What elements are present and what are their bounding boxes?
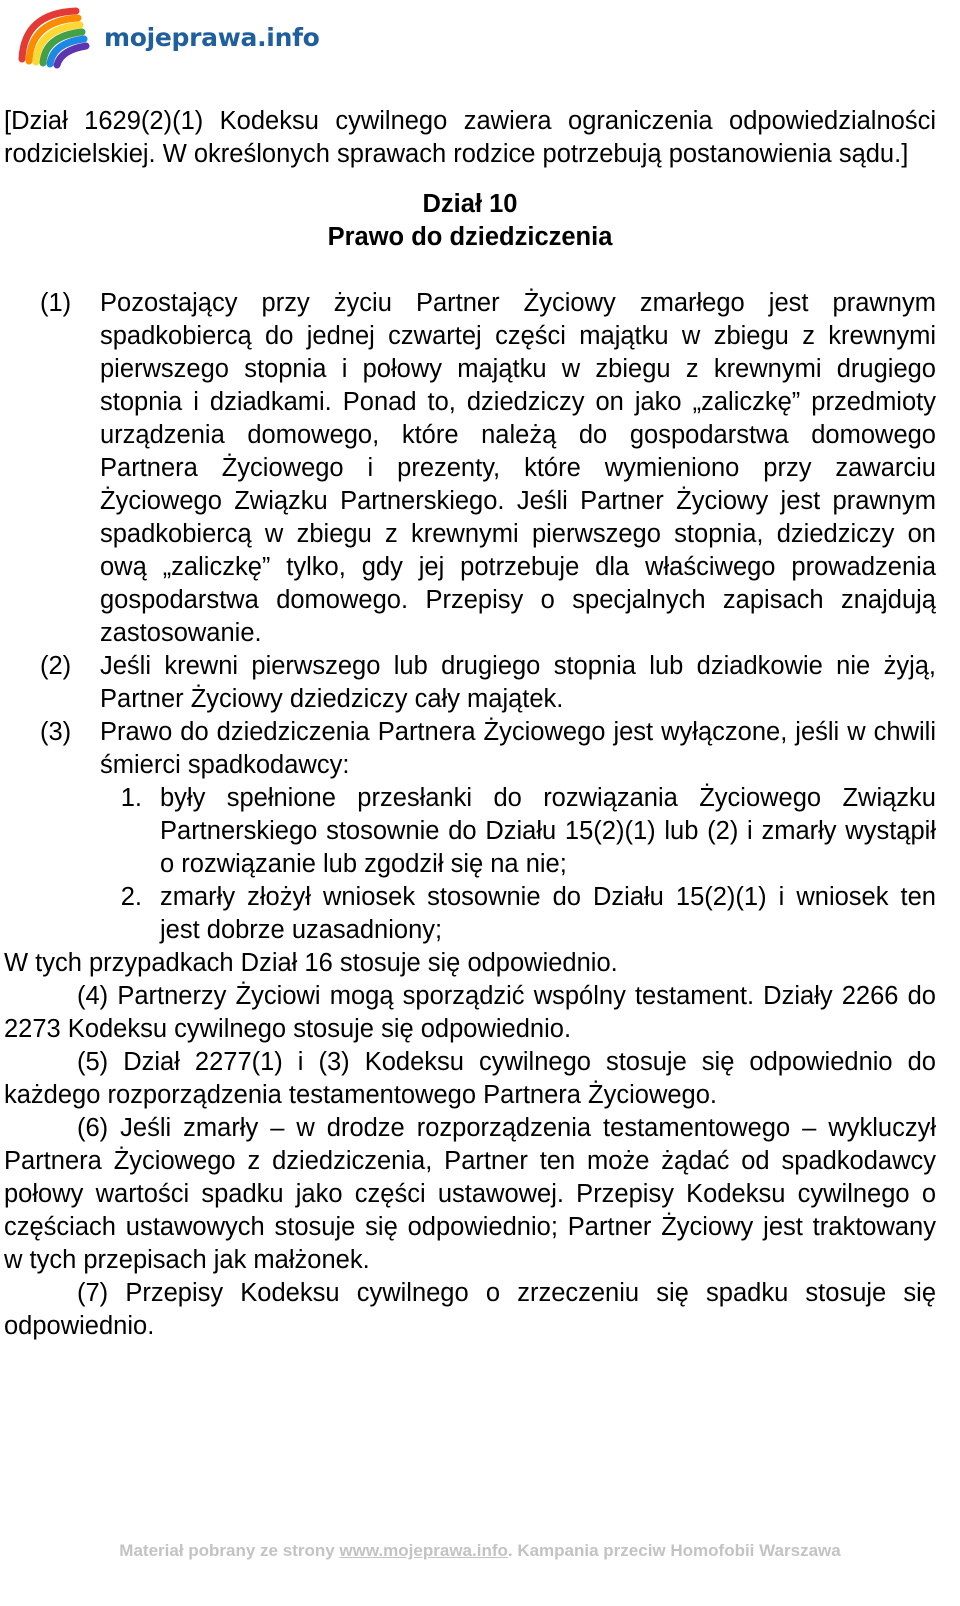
document-body: [4, 105, 936, 1343]
item-number: (2): [40, 652, 72, 680]
item-text: Prawo do dziedziczenia Partnera Życiowego jest wyłączone, jeśli w chwili śmierci spadkodawcy:: [100, 718, 936, 779]
list-item: [4, 650, 936, 716]
section-subtitle: Prawo do dziedziczenia: [327, 223, 613, 251]
item-number: (3): [40, 718, 72, 746]
paragraph-6: (6) Jeśli zmarły – w drodze rozporządzenia testamentowego – wykluczył Partnera Życiowego z dziedziczenia, Partner ten może żądać od spadkodawcy połowy wartości spadku jako części ustawowej. Przepisy Kodeksu cywilnego o częściach ustawowych stosuje się odpowiednio; Partner Życiowy jest traktowany w tych przepisach jak małżonek.: [4, 1114, 936, 1274]
section-title: Dział 10: [422, 190, 518, 218]
site-logo[interactable]: [14, 0, 320, 72]
page-footer: [0, 1541, 960, 1561]
sub-list-item: [100, 782, 936, 881]
sub-list-item: [100, 881, 936, 947]
sub-item-number: 2.: [120, 883, 142, 911]
paragraph-4: (4) Partnerzy Życiowi mogą sporządzić wspólny testament. Działy 2266 do 2273 Kodeksu cywilnego stosuje się odpowiednio.: [4, 982, 936, 1043]
paragraph-7: (7) Przepisy Kodeksu cywilnego o zrzeczeniu się spadku stosuje się odpowiednio.: [4, 1279, 936, 1340]
logo-text: mojeprawa.info: [104, 22, 320, 52]
sub-list: [100, 782, 936, 947]
numbered-items: [4, 287, 936, 947]
item-text: Pozostający przy życiu Partner Życiowy zmarłego jest prawnym spadkobiercą do jednej czwartej części majątku w zbiegu z krewnymi pierwszego stopnia i połowy majątku w zbiegu z krewnymi drugiego stopnia i dziadkami. Ponad to, dziedziczy on jako „zaliczkę” przedmioty urządzenia domowego, które należą do gospodarstwa domowego Partnera Życiowego i prezenty, które wymieniono przy zawarciu Życiowego Związku Partnerskiego. Jeśli Partner Życiowy jest prawnym spadkobiercą w zbiegu z krewnymi pierwszego stopnia, dziedziczy on ową „zaliczkę” tylko, gdy jej potrzebuje dla właściwego prowadzenia gospodarstwa domowego. Przepisy o specjalnych zapisach znajdują zastosowanie.: [100, 289, 936, 647]
rainbow-logo-icon: [14, 3, 100, 69]
footer-link[interactable]: www.mojeprawa.info: [339, 1541, 508, 1560]
footer-prefix: Materiał pobrany ze strony: [119, 1541, 340, 1560]
sub-item-text: zmarły złożył wniosek stosownie do Działu 15(2)(1) i wniosek ten jest dobrze uzasadniony;: [160, 883, 936, 944]
list-item: [4, 716, 936, 782]
intro-paragraph: [Dział 1629(2)(1) Kodeksu cywilnego zawiera ograniczenia odpowiedzialności rodzicielskiej. W określonych sprawach rodzice potrzebują postanowienia sądu.]: [4, 107, 936, 168]
sub-item-text: były spełnione przesłanki do rozwiązania Życiowego Związku Partnerskiego stosownie do Działu 15(2)(1) lub (2) i zmarły wystąpił o rozwiązanie lub zgodził się na nie;: [160, 784, 936, 878]
item-number: (1): [40, 289, 72, 317]
footer-suffix: . Kampania przeciw Homofobii Warszawa: [507, 1541, 841, 1560]
paragraph-5: (5) Dział 2277(1) i (3) Kodeksu cywilnego stosuje się odpowiednio do każdego rozporządzenia testamentowego Partnera Życiowego.: [4, 1048, 936, 1109]
after-list-paragraph: W tych przypadkach Dział 16 stosuje się odpowiednio.: [4, 949, 618, 977]
item-text: Jeśli krewni pierwszego lub drugiego stopnia lub dziadkowie nie żyją, Partner Życiowy dziedziczy cały majątek.: [100, 652, 936, 713]
sub-item-number: 1.: [120, 784, 142, 812]
list-item: [4, 287, 936, 650]
